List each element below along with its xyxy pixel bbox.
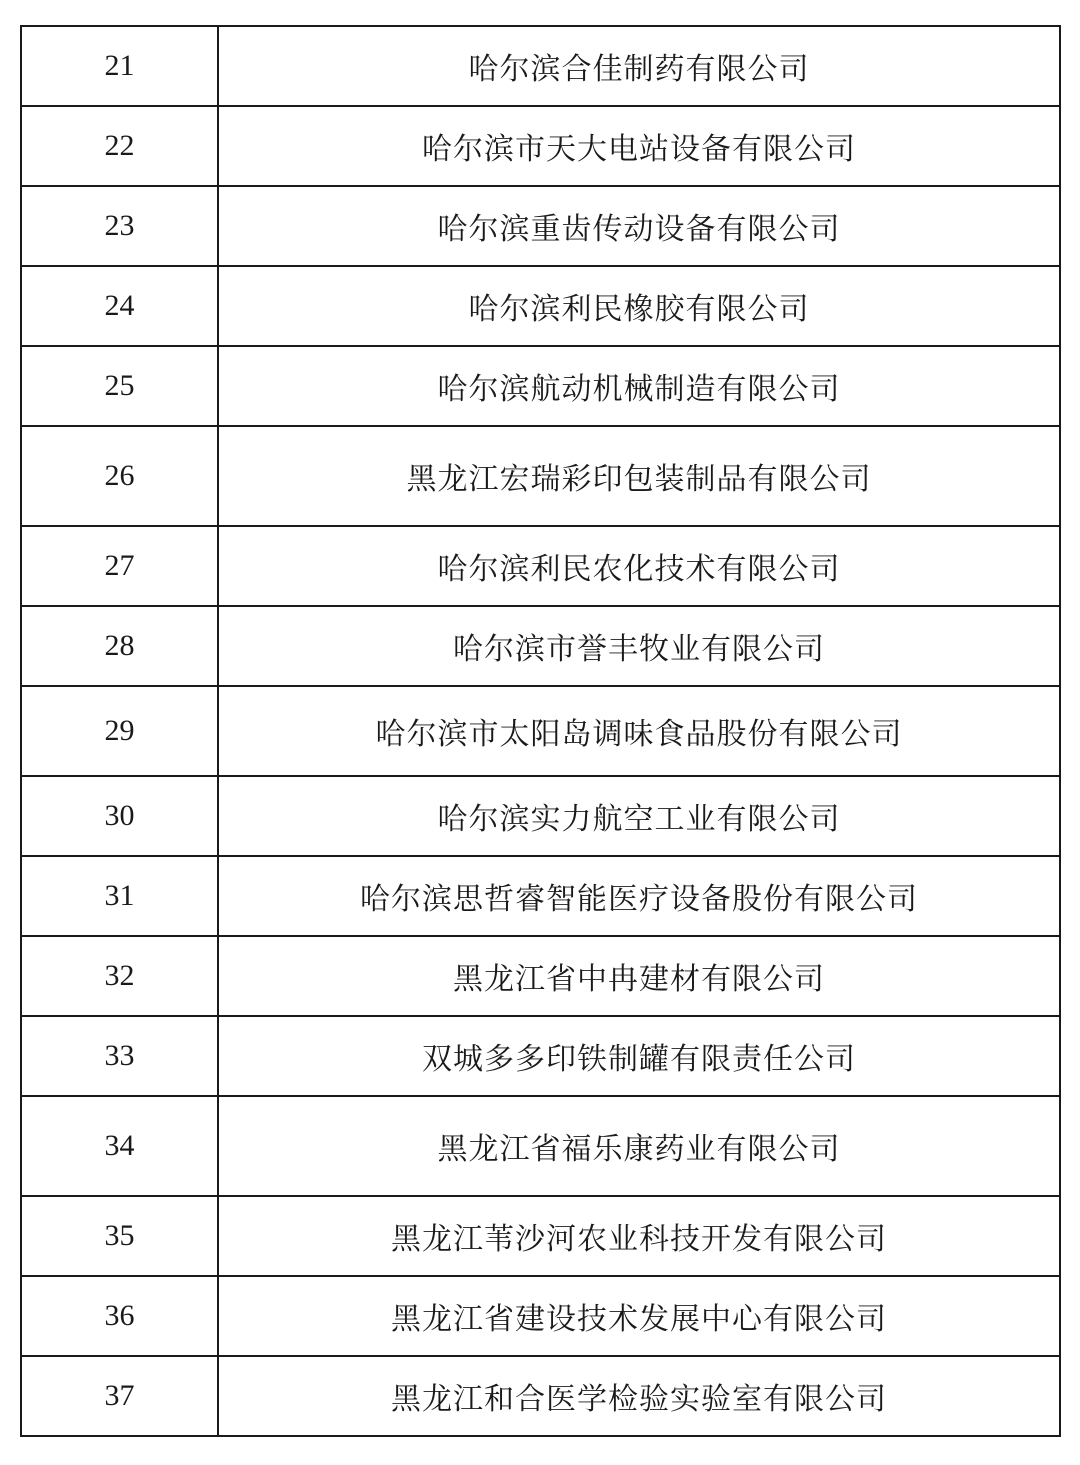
table-row: [21, 526, 1060, 606]
company-name-cell: 哈尔滨市太阳岛调味食品股份有限公司: [218, 686, 1060, 776]
company-name-cell: 哈尔滨市誉丰牧业有限公司: [218, 606, 1060, 686]
company-name-cell: 黑龙江和合医学检验实验室有限公司: [218, 1356, 1060, 1436]
row-number-cell: 29: [21, 686, 218, 776]
company-name-cell: 黑龙江省中冉建材有限公司: [218, 936, 1060, 1016]
company-name-cell: 哈尔滨市天大电站设备有限公司: [218, 106, 1060, 186]
row-number-cell: 26: [21, 426, 218, 526]
table-row: [21, 686, 1060, 776]
row-number-cell: 30: [21, 776, 218, 856]
row-number-cell: 28: [21, 606, 218, 686]
row-number-cell: 33: [21, 1016, 218, 1096]
table-row: [21, 106, 1060, 186]
company-list-table: [20, 25, 1061, 1437]
company-name-cell: 哈尔滨利民农化技术有限公司: [218, 526, 1060, 606]
company-name-cell: 黑龙江宏瑞彩印包装制品有限公司: [218, 426, 1060, 526]
row-number-cell: 35: [21, 1196, 218, 1276]
table-row: [21, 1096, 1060, 1196]
company-name-cell: 黑龙江省福乐康药业有限公司: [218, 1096, 1060, 1196]
table-row: [21, 346, 1060, 426]
table-row: [21, 856, 1060, 936]
table-row: [21, 1016, 1060, 1096]
company-name-cell: 哈尔滨利民橡胶有限公司: [218, 266, 1060, 346]
row-number-cell: 37: [21, 1356, 218, 1436]
row-number-cell: 27: [21, 526, 218, 606]
company-name-cell: 哈尔滨重齿传动设备有限公司: [218, 186, 1060, 266]
company-name-cell: 哈尔滨实力航空工业有限公司: [218, 776, 1060, 856]
table-row: [21, 26, 1060, 106]
row-number-cell: 34: [21, 1096, 218, 1196]
table-row: [21, 1276, 1060, 1356]
row-number-cell: 21: [21, 26, 218, 106]
row-number-cell: 31: [21, 856, 218, 936]
table-row: [21, 936, 1060, 1016]
row-number-cell: 24: [21, 266, 218, 346]
company-name-cell: 哈尔滨合佳制药有限公司: [218, 26, 1060, 106]
row-number-cell: 22: [21, 106, 218, 186]
table-row: [21, 606, 1060, 686]
company-name-cell: 黑龙江省建设技术发展中心有限公司: [218, 1276, 1060, 1356]
row-number-cell: 25: [21, 346, 218, 426]
row-number-cell: 23: [21, 186, 218, 266]
table-row: [21, 426, 1060, 526]
row-number-cell: 36: [21, 1276, 218, 1356]
table-row: [21, 1356, 1060, 1436]
company-list-table-wrapper: [20, 25, 1057, 1437]
company-name-cell: 黑龙江苇沙河农业科技开发有限公司: [218, 1196, 1060, 1276]
table-row: [21, 776, 1060, 856]
company-name-cell: 哈尔滨思哲睿智能医疗设备股份有限公司: [218, 856, 1060, 936]
row-number-cell: 32: [21, 936, 218, 1016]
company-name-cell: 双城多多印铁制罐有限责任公司: [218, 1016, 1060, 1096]
table-row: [21, 266, 1060, 346]
company-name-cell: 哈尔滨航动机械制造有限公司: [218, 346, 1060, 426]
table-row: [21, 186, 1060, 266]
table-row: [21, 1196, 1060, 1276]
